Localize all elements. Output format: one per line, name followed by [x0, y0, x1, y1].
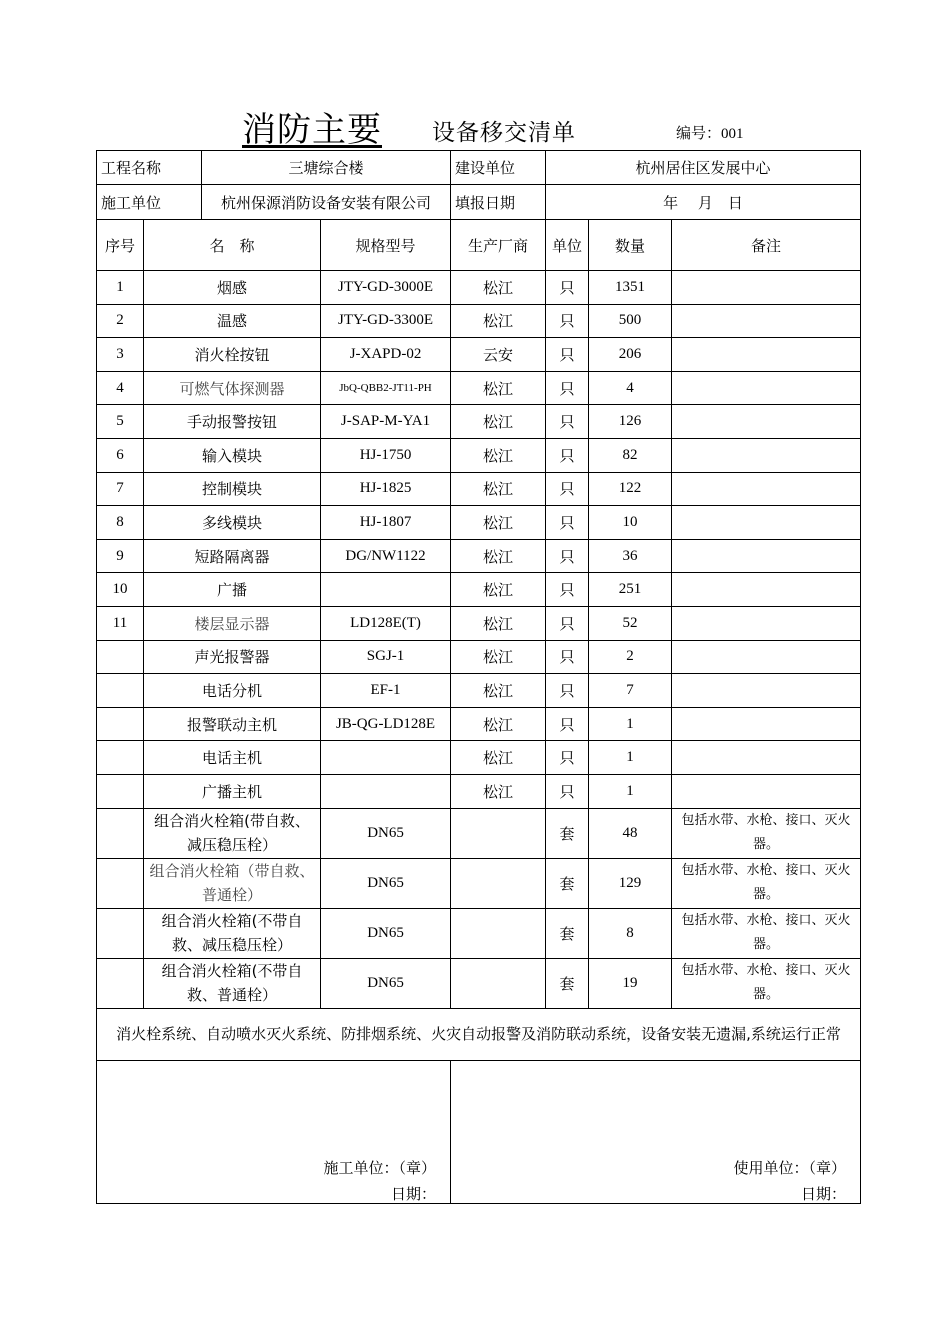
row-unit: 套	[546, 958, 589, 1008]
contractor-stamp: 施工单位：（章）	[323, 1158, 437, 1177]
row-unit: 只	[546, 741, 589, 775]
row-unit: 套	[546, 908, 589, 958]
row-name: 组合消火栓箱(不带自救、普通栓）	[144, 958, 321, 1008]
row-qty: 2	[589, 640, 672, 674]
row-qty: 82	[589, 438, 672, 472]
table-row	[97, 606, 861, 640]
row-remark	[672, 539, 861, 573]
title-sub: 设备移交清单	[432, 120, 576, 146]
col-header-name: 名 称	[144, 220, 321, 271]
row-qty: 8	[589, 908, 672, 958]
row-model: DN65	[321, 808, 451, 858]
row-unit: 只	[546, 405, 589, 439]
row-maker: 松江	[451, 506, 546, 540]
row-remark	[672, 271, 861, 305]
row-qty: 36	[589, 539, 672, 573]
row-maker	[451, 858, 546, 908]
row-maker: 松江	[451, 472, 546, 506]
table-row	[97, 539, 861, 573]
row-model: DN65	[321, 908, 451, 958]
row-remark	[672, 606, 861, 640]
row-unit: 只	[546, 707, 589, 741]
row-name: 输入模块	[144, 438, 321, 472]
row-model: JTY-GD-3000E	[321, 271, 451, 305]
col-header-unit: 单位	[546, 220, 589, 271]
row-name: 组合消火栓箱（带自救、普通栓）	[144, 858, 321, 908]
row-remark	[672, 304, 861, 338]
row-model: DN65	[321, 858, 451, 908]
row-qty: 48	[589, 808, 672, 858]
col-header-seq: 序号	[97, 220, 144, 271]
row-qty: 10	[589, 506, 672, 540]
table-row	[97, 808, 861, 858]
row-qty: 129	[589, 858, 672, 908]
row-unit: 只	[546, 371, 589, 405]
contractor-value: 杭州保源消防设备安装有限公司	[202, 185, 451, 220]
table-row	[97, 371, 861, 405]
summary-row	[97, 1008, 861, 1060]
user-date: 日期：	[801, 1184, 847, 1203]
handover-table	[96, 150, 861, 1204]
row-qty: 500	[589, 304, 672, 338]
row-seq: 4	[97, 371, 144, 405]
row-name: 声光报警器	[144, 640, 321, 674]
row-remark	[672, 472, 861, 506]
row-unit: 只	[546, 438, 589, 472]
row-name: 温感	[144, 304, 321, 338]
row-remark	[672, 338, 861, 372]
table-row	[97, 573, 861, 607]
project-value: 三塘综合楼	[202, 151, 451, 185]
row-maker: 松江	[451, 371, 546, 405]
row-unit: 只	[546, 606, 589, 640]
row-model: EF-1	[321, 674, 451, 708]
contractor-label: 施工单位	[97, 185, 202, 220]
table-row	[97, 674, 861, 708]
row-unit: 只	[546, 338, 589, 372]
title-main: 消防主要	[242, 110, 382, 150]
row-qty: 1	[589, 741, 672, 775]
row-unit: 只	[546, 774, 589, 808]
row-seq	[97, 858, 144, 908]
signature-row	[97, 1060, 861, 1203]
row-unit: 只	[546, 674, 589, 708]
table-row	[97, 338, 861, 372]
row-unit: 只	[546, 539, 589, 573]
table-row	[97, 774, 861, 808]
date-label: 填报日期	[451, 185, 546, 220]
row-seq	[97, 741, 144, 775]
row-unit: 只	[546, 472, 589, 506]
row-qty: 1	[589, 707, 672, 741]
row-remark	[672, 506, 861, 540]
row-model: JB-QG-LD128E	[321, 707, 451, 741]
row-remark	[672, 674, 861, 708]
row-name: 电话主机	[144, 741, 321, 775]
row-name: 控制模块	[144, 472, 321, 506]
row-name: 手动报警按钮	[144, 405, 321, 439]
row-qty: 122	[589, 472, 672, 506]
table-row	[97, 271, 861, 305]
row-seq	[97, 707, 144, 741]
row-model	[321, 741, 451, 775]
row-name: 报警联动主机	[144, 707, 321, 741]
document-title	[0, 100, 950, 150]
user-signature-cell	[451, 1060, 861, 1203]
row-unit: 只	[546, 271, 589, 305]
row-qty: 19	[589, 958, 672, 1008]
row-maker: 松江	[451, 573, 546, 607]
row-qty: 206	[589, 338, 672, 372]
table-row	[97, 405, 861, 439]
row-remark	[672, 640, 861, 674]
row-name: 可燃气体探测器	[144, 371, 321, 405]
row-remark: 包括水带、水枪、接口、灭火器。	[672, 858, 861, 908]
document-number-label: 编号：	[676, 124, 722, 142]
summary-text: 消火栓系统、自动喷水灭火系统、防排烟系统、火灾自动报警及消防联动系统，设备安装无遗漏,系统运行正常	[97, 1008, 861, 1060]
row-maker: 松江	[451, 774, 546, 808]
row-model: JbQ-QBB2-JT11-PH	[321, 371, 451, 405]
row-remark	[672, 774, 861, 808]
row-qty: 52	[589, 606, 672, 640]
row-seq: 6	[97, 438, 144, 472]
row-remark	[672, 573, 861, 607]
user-stamp: 使用单位：（章）	[733, 1158, 847, 1177]
project-label: 工程名称	[97, 151, 202, 185]
document-number	[676, 122, 744, 143]
row-maker: 松江	[451, 674, 546, 708]
row-maker: 松江	[451, 606, 546, 640]
row-remark	[672, 438, 861, 472]
row-maker	[451, 808, 546, 858]
row-model: J-XAPD-02	[321, 338, 451, 372]
row-model: DG/NW1122	[321, 539, 451, 573]
row-name: 电话分机	[144, 674, 321, 708]
table-row	[97, 640, 861, 674]
row-remark	[672, 707, 861, 741]
row-name: 组合消火栓箱(带自救、减压稳压栓）	[144, 808, 321, 858]
row-model	[321, 774, 451, 808]
row-maker: 松江	[451, 707, 546, 741]
row-remark	[672, 741, 861, 775]
row-remark: 包括水带、水枪、接口、灭火器。	[672, 808, 861, 858]
row-maker: 松江	[451, 271, 546, 305]
row-name: 烟感	[144, 271, 321, 305]
row-model: SGJ-1	[321, 640, 451, 674]
row-seq: 11	[97, 606, 144, 640]
row-seq: 1	[97, 271, 144, 305]
row-model: J-SAP-M-YA1	[321, 405, 451, 439]
row-seq	[97, 958, 144, 1008]
row-maker: 松江	[451, 640, 546, 674]
builder-value: 杭州居住区发展中心	[546, 151, 861, 185]
header-row	[97, 220, 861, 271]
table-row	[97, 707, 861, 741]
row-maker: 松江	[451, 741, 546, 775]
row-maker	[451, 908, 546, 958]
row-seq	[97, 674, 144, 708]
row-qty: 4	[589, 371, 672, 405]
col-header-qty: 数量	[589, 220, 672, 271]
row-unit: 套	[546, 858, 589, 908]
row-seq: 5	[97, 405, 144, 439]
row-qty: 126	[589, 405, 672, 439]
row-seq: 9	[97, 539, 144, 573]
row-qty: 1	[589, 774, 672, 808]
table-row	[97, 908, 861, 958]
row-unit: 套	[546, 808, 589, 858]
row-remark	[672, 371, 861, 405]
row-qty: 251	[589, 573, 672, 607]
row-seq: 2	[97, 304, 144, 338]
row-seq	[97, 908, 144, 958]
table-row	[97, 438, 861, 472]
row-name: 短路隔离器	[144, 539, 321, 573]
table-row	[97, 958, 861, 1008]
contractor-signature-cell	[97, 1060, 451, 1203]
row-name: 消火栓按钮	[144, 338, 321, 372]
row-model: JTY-GD-3300E	[321, 304, 451, 338]
row-qty: 1351	[589, 271, 672, 305]
row-model: DN65	[321, 958, 451, 1008]
row-maker: 松江	[451, 539, 546, 573]
row-model: HJ-1825	[321, 472, 451, 506]
row-maker: 松江	[451, 304, 546, 338]
table-row	[97, 472, 861, 506]
row-seq	[97, 774, 144, 808]
col-header-maker: 生产厂商	[451, 220, 546, 271]
table-row	[97, 506, 861, 540]
date-value: 年 月 日	[546, 185, 861, 220]
row-seq: 10	[97, 573, 144, 607]
row-unit: 只	[546, 506, 589, 540]
row-seq	[97, 640, 144, 674]
table-row	[97, 304, 861, 338]
row-unit: 只	[546, 573, 589, 607]
table-row	[97, 741, 861, 775]
row-name: 楼层显示器	[144, 606, 321, 640]
col-header-remark: 备注	[672, 220, 861, 271]
row-seq	[97, 808, 144, 858]
row-name: 广播	[144, 573, 321, 607]
row-model: HJ-1807	[321, 506, 451, 540]
row-seq: 3	[97, 338, 144, 372]
row-maker: 松江	[451, 438, 546, 472]
row-qty: 7	[589, 674, 672, 708]
row-unit: 只	[546, 640, 589, 674]
row-model	[321, 573, 451, 607]
document-number-value: 001	[721, 126, 744, 142]
contractor-date: 日期：	[391, 1184, 437, 1203]
info-row-2	[97, 185, 861, 220]
table-row	[97, 858, 861, 908]
row-model: LD128E(T)	[321, 606, 451, 640]
row-name: 广播主机	[144, 774, 321, 808]
builder-label: 建设单位	[451, 151, 546, 185]
row-seq: 7	[97, 472, 144, 506]
row-maker: 云安	[451, 338, 546, 372]
row-remark: 包括水带、水枪、接口、灭火器。	[672, 958, 861, 1008]
info-row-1	[97, 151, 861, 185]
row-seq: 8	[97, 506, 144, 540]
row-name: 多线模块	[144, 506, 321, 540]
row-name: 组合消火栓箱(不带自救、减压稳压栓）	[144, 908, 321, 958]
row-maker: 松江	[451, 405, 546, 439]
row-remark: 包括水带、水枪、接口、灭火器。	[672, 908, 861, 958]
row-unit: 只	[546, 304, 589, 338]
row-maker	[451, 958, 546, 1008]
col-header-model: 规格型号	[321, 220, 451, 271]
row-model: HJ-1750	[321, 438, 451, 472]
row-remark	[672, 405, 861, 439]
